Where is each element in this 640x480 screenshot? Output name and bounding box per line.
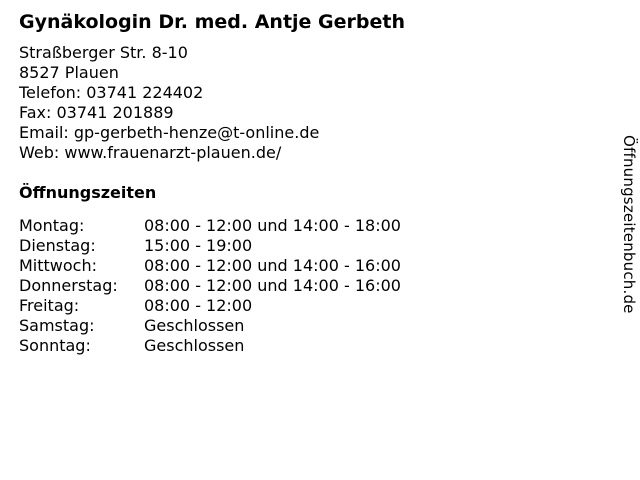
fax-line: Fax: 03741 201889 [19,103,174,122]
day-label: Freitag: [19,296,80,315]
opening-hours-table [19,216,405,356]
day-label: Sonntag: [19,336,91,355]
time-value: 08:00 - 12:00 und 14:00 - 18:00 [144,216,401,235]
hours-row-monday [19,216,405,236]
business-info-card [19,11,405,356]
address-city: 8527 Plauen [19,63,119,82]
contact-block [19,43,405,163]
day-label: Dienstag: [19,236,96,255]
day-label: Samstag: [19,316,95,335]
day-label: Mittwoch: [19,256,97,275]
time-value: 08:00 - 12:00 und 14:00 - 16:00 [144,256,401,275]
hours-row-tuesday [19,236,405,256]
hours-row-friday [19,296,405,316]
phone-line: Telefon: 03741 224402 [19,83,204,102]
hours-row-saturday [19,316,405,336]
email-line: Email: gp-gerbeth-henze@t-online.de [19,123,320,142]
opening-hours-heading: Öffnungszeiten [19,183,157,202]
web-line: Web: www.frauenarzt-plauen.de/ [19,143,282,162]
time-value: 08:00 - 12:00 und 14:00 - 16:00 [144,276,401,295]
page-title: Gynäkologin Dr. med. Antje Gerbeth [19,11,405,33]
day-label: Donnerstag: [19,276,118,295]
oeffnungszeitenbuch-watermark: Öffnungszeitenbuch.de [620,135,638,314]
time-value: Geschlossen [144,336,245,355]
time-value: Geschlossen [144,316,245,335]
hours-row-sunday [19,336,405,356]
hours-row-wednesday [19,256,405,276]
hours-row-thursday [19,276,405,296]
day-label: Montag: [19,216,85,235]
time-value: 08:00 - 12:00 [144,296,253,315]
address-street: Straßberger Str. 8-10 [19,43,188,62]
time-value: 15:00 - 19:00 [144,236,253,255]
